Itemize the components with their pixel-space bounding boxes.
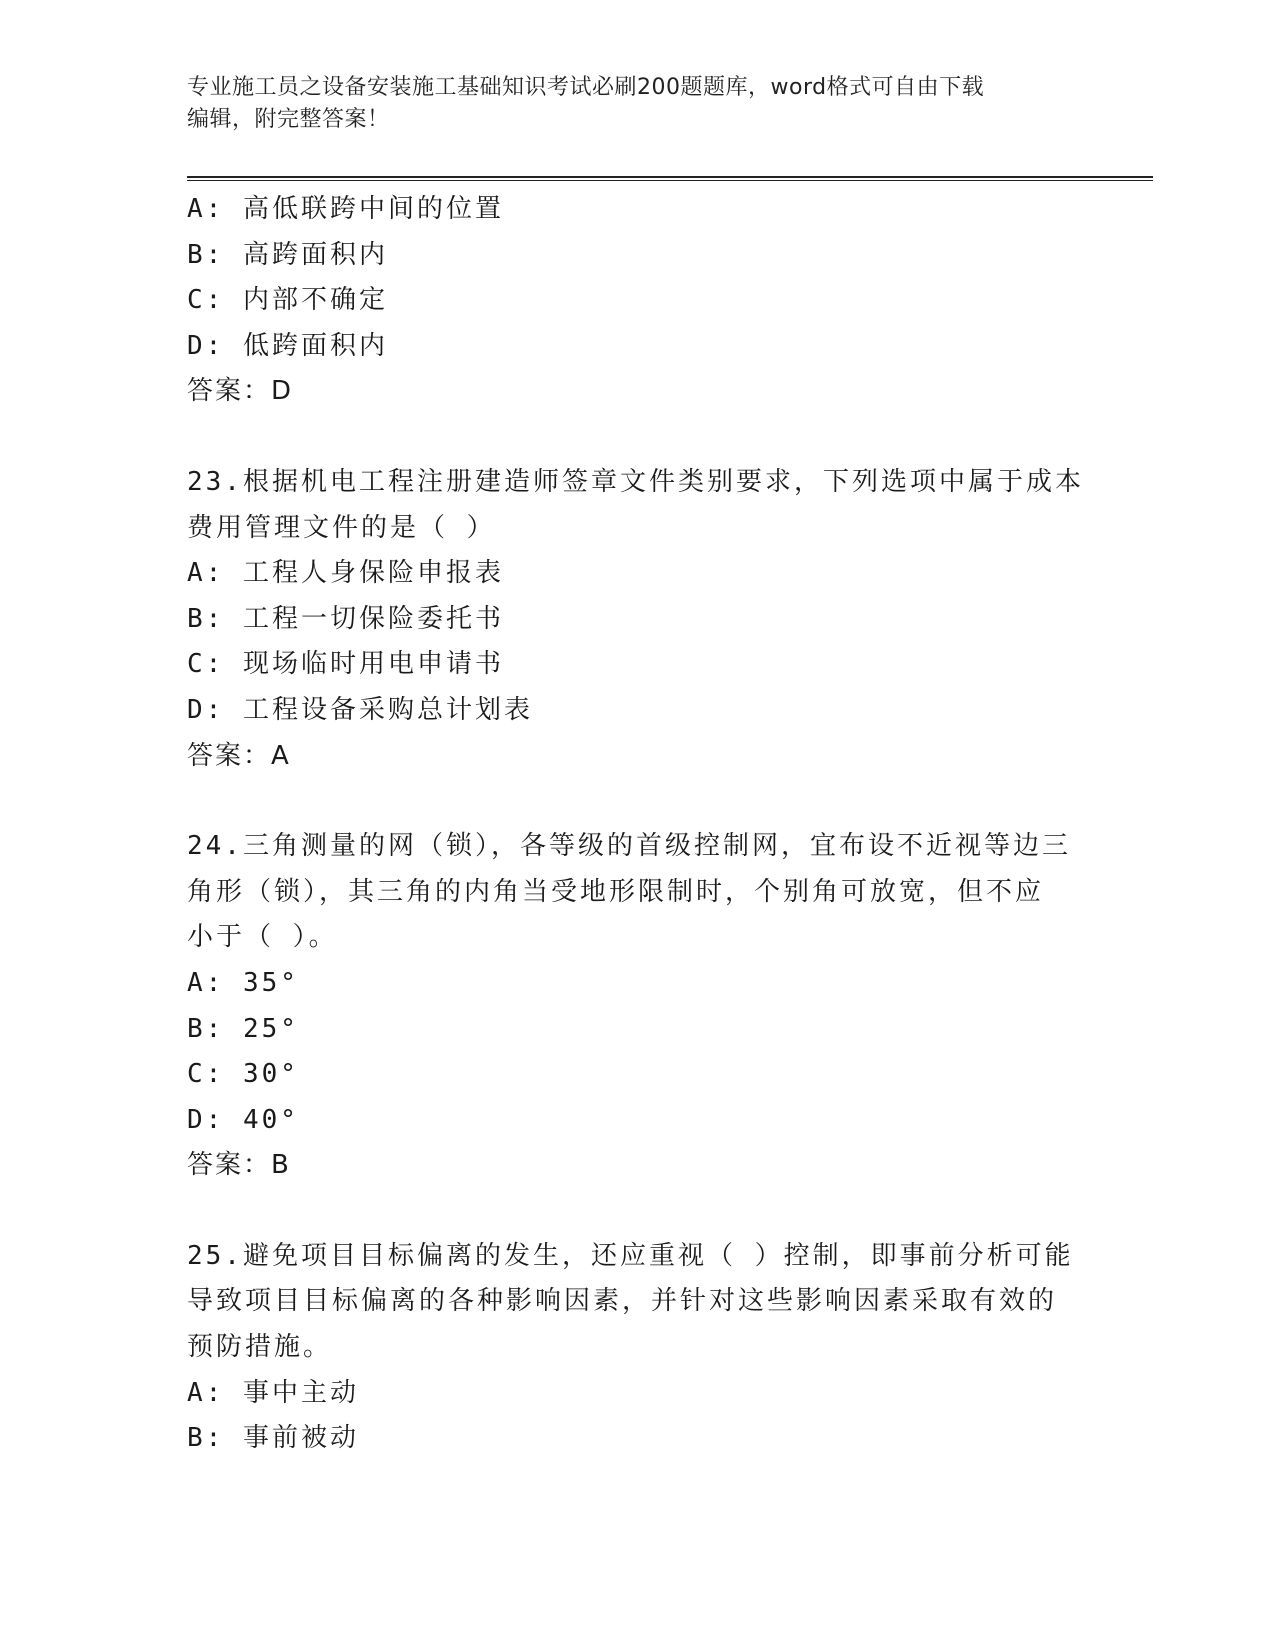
header-title-line-1: 专业施工员之设备安装施工基础知识考试必刷200题题库，word格式可自由下载 — [187, 75, 985, 100]
question-22 — [187, 187, 1087, 415]
header-title-line-2: 编辑，附完整答案！ — [187, 107, 390, 132]
option-d: D: 40° — [187, 1104, 299, 1135]
document-header — [187, 72, 1067, 136]
question-stem-line: 导致项目目标偏离的各种影响因素，并针对这些影响因素采取有效的 — [187, 1286, 1058, 1317]
answer: 答案：D — [187, 376, 294, 407]
question-25 — [187, 1234, 1087, 1462]
question-23 — [187, 460, 1087, 779]
question-24 — [187, 824, 1087, 1189]
question-stem-line: 预防措施。 — [187, 1332, 333, 1363]
option-d: D: 工程设备采购总计划表 — [187, 694, 533, 725]
question-stem-line: 小于（ ）。 — [187, 922, 338, 953]
question-stem-line: 费用管理文件的是（ ） — [187, 512, 496, 543]
option-a: A: 高低联跨中间的位置 — [187, 194, 504, 224]
question-stem-line: 24.三角测量的网（锁），各等级的首级控制网，宜布设不近视等边三 — [187, 831, 1071, 862]
option-b: B: 事前被动 — [187, 1423, 359, 1454]
spacer — [187, 415, 1087, 460]
spacer — [187, 779, 1087, 824]
spacer — [187, 1189, 1087, 1234]
option-a: A: 事中主动 — [187, 1377, 359, 1408]
question-stem-line: 角形（锁），其三角的内角当受地形限制时，个别角可放宽，但不应 — [187, 876, 1045, 907]
question-stem-line: 25.避免项目目标偏离的发生，还应重视（ ）控制，即事前分析可能 — [187, 1240, 1074, 1271]
header-double-rule — [187, 176, 1153, 181]
option-c: C: 内部不确定 — [187, 285, 388, 316]
option-b: B: 高跨面积内 — [187, 239, 388, 270]
question-list — [187, 187, 1087, 1462]
option-a: A: 35° — [187, 967, 299, 998]
option-a: A: 工程人身保险申报表 — [187, 558, 504, 589]
answer: 答案：A — [187, 740, 291, 771]
question-stem-line: 23.根据机电工程注册建造师签章文件类别要求，下列选项中属于成本 — [187, 466, 1084, 497]
option-b: B: 25° — [187, 1013, 299, 1044]
option-c: C: 现场临时用电申请书 — [187, 649, 504, 680]
option-c: C: 30° — [187, 1059, 299, 1090]
option-b: B: 工程一切保险委托书 — [187, 603, 504, 634]
answer: 答案：B — [187, 1150, 291, 1181]
option-d: D: 低跨面积内 — [187, 330, 388, 361]
